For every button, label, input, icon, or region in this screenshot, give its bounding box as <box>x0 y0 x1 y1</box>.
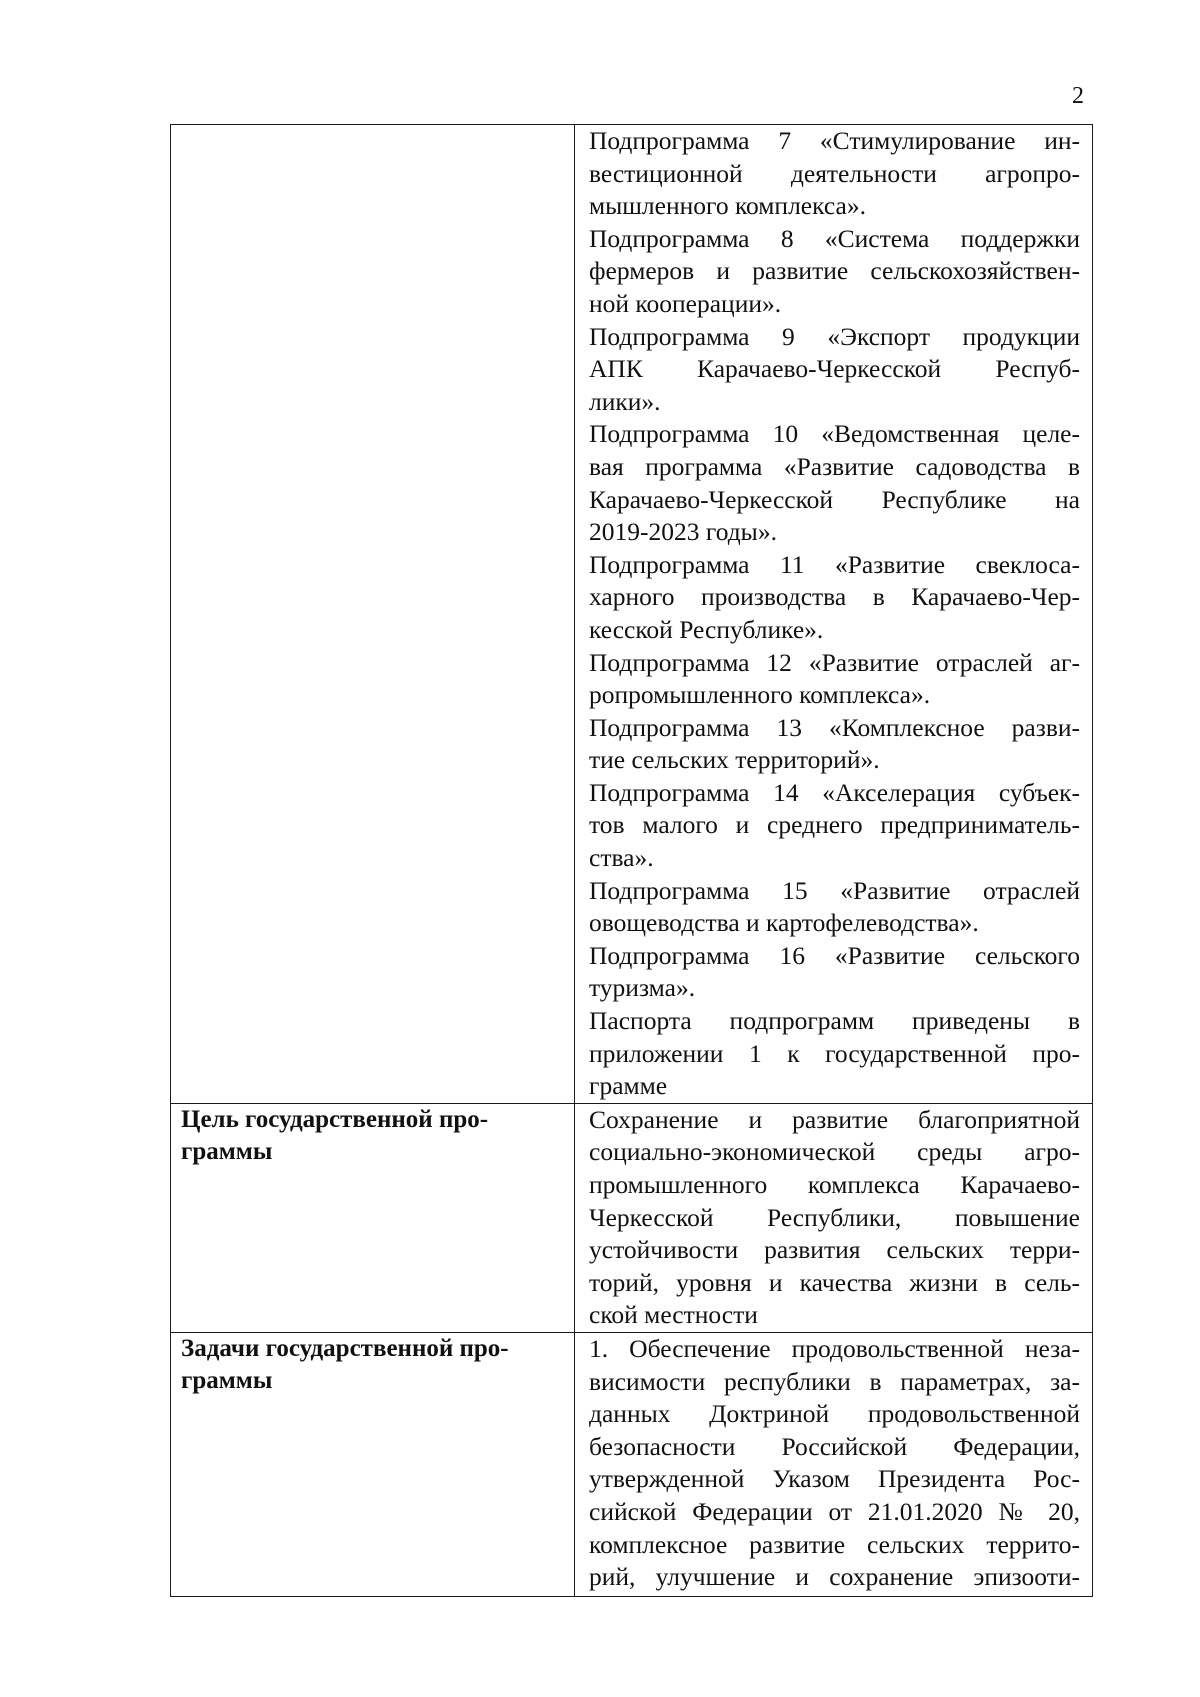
subprogram-text-line: Подпрограмма 12 «Развитие отраслей аг- <box>589 647 1080 677</box>
subprogram-text-line: Подпрограмма 7 «Стимулирование ин- <box>589 126 1080 155</box>
subprogram-text-line: Подпрограмма 13 «Комплексное разви- <box>589 712 1080 742</box>
subprogram-text-line: кесской Республике». <box>589 614 824 644</box>
tasks-text-line: висимости республики в параметрах, за- <box>589 1366 1080 1396</box>
subprogram-text-line: Карачаево-Черкесской Республике на <box>589 484 1080 514</box>
goal-text-line: промышленного комплекса Карачаево- <box>589 1170 1080 1199</box>
page-number: 2 <box>1072 83 1084 109</box>
goal-label-line: граммы <box>181 1137 273 1165</box>
goal-text-cell <box>575 1103 1093 1332</box>
tasks-text-line: рий, улучшение и сохранение эпизооти- <box>589 1562 1080 1592</box>
tasks-label-line: граммы <box>181 1366 273 1394</box>
tasks-text-cell <box>575 1332 1093 1596</box>
tasks-text-line: утвержденной Указом Президента Рос- <box>589 1464 1080 1494</box>
tasks-text-line: данных Доктриной продовольственной <box>589 1399 1080 1429</box>
subprogram-text-line: ропромышленного комплекса». <box>589 680 931 710</box>
subprogram-list <box>575 125 1092 1103</box>
subprogram-text-line: тов малого и среднего предприниматель- <box>589 810 1080 840</box>
goal-text <box>575 1104 1092 1332</box>
subprogram-text-line: харного производства в Карачаево-Чер- <box>589 582 1080 612</box>
subprogram-text-line: фермеров и развитие сельскохозяйствен- <box>589 256 1080 286</box>
tasks-text-line: 1. Обеспечение продовольственной неза- <box>589 1333 1080 1363</box>
subprograms-list-cell <box>575 125 1093 1104</box>
goal-text-line: торий, уровня и качества жизни в сель- <box>589 1267 1080 1297</box>
goal-text-line: Сохранение и развитие благоприятной <box>589 1104 1080 1134</box>
tasks-text-line: комплексное развитие сельских террито- <box>589 1529 1080 1559</box>
goal-text-line: ской местности <box>589 1300 758 1330</box>
subprogram-text-line: вая программа «Развитие садоводства в <box>589 451 1080 481</box>
subprogram-text-line: овощеводства и картофелеводства». <box>589 908 979 938</box>
subprogram-text-line: грамме <box>589 1071 668 1101</box>
tasks-text <box>575 1333 1092 1594</box>
tasks-label-line: Задачи государственной про- <box>181 1334 509 1362</box>
subprogram-text-line: Подпрограмма 10 «Ведомственная целе- <box>589 419 1080 449</box>
tasks-text-line: сийской Федерации от 21.01.2020 № 20, <box>589 1496 1080 1526</box>
subprogram-text-line: 2019-2023 годы». <box>589 517 777 547</box>
subprogram-text-line: Подпрограмма 16 «Развитие сельского <box>589 940 1080 970</box>
goal-label-cell <box>171 1103 575 1332</box>
subprogram-text-line: Паспорта подпрограмм приведены в <box>589 1006 1080 1036</box>
subprogram-text-line: Подпрограмма 9 «Экспорт продукции <box>589 321 1080 351</box>
goal-text-line: устойчивости развития сельских терри- <box>589 1235 1080 1265</box>
goal-text-line: Черкесской Республики, повышение <box>589 1202 1080 1232</box>
subprogram-text-line: ства». <box>589 843 654 873</box>
subprograms-row <box>171 125 1093 1104</box>
subprogram-text-line: вестиционной деятельности агропро- <box>589 158 1080 188</box>
goal-label-line: Цель государственной про- <box>181 1105 489 1133</box>
goal-label <box>171 1104 574 1168</box>
tasks-label <box>171 1333 574 1397</box>
subprogram-text-line: лики». <box>589 386 661 416</box>
subprogram-text-line: АПК Карачаево-Черкесской Респуб- <box>589 354 1080 384</box>
subprogram-text-line: тие сельских территорий». <box>589 745 880 775</box>
tasks-row <box>171 1332 1093 1596</box>
subprogram-text-line: Подпрограмма 14 «Акселерация субъек- <box>589 777 1080 807</box>
goal-row <box>171 1103 1093 1332</box>
subprogram-text-line: мышленного комплекса». <box>589 191 866 221</box>
subprogram-text-line: приложении 1 к государственной про- <box>589 1038 1080 1068</box>
tasks-label-cell <box>171 1332 575 1596</box>
subprogram-text-line: туризма». <box>589 973 696 1003</box>
subprogram-text-line: Подпрограмма 15 «Развитие отраслей <box>589 875 1080 905</box>
subprogram-text-line: ной кооперации». <box>589 288 782 318</box>
program-passport-table <box>170 124 1093 1597</box>
subprogram-text-line: Подпрограмма 8 «Система поддержки <box>589 223 1080 253</box>
tasks-text-line: безопасности Российской Федерации, <box>589 1431 1080 1461</box>
goal-text-line: социально-экономической среды агро- <box>589 1137 1080 1167</box>
subprograms-label-cell <box>171 125 575 1104</box>
subprogram-text-line: Подпрограмма 11 «Развитие свеклоса- <box>589 549 1080 579</box>
